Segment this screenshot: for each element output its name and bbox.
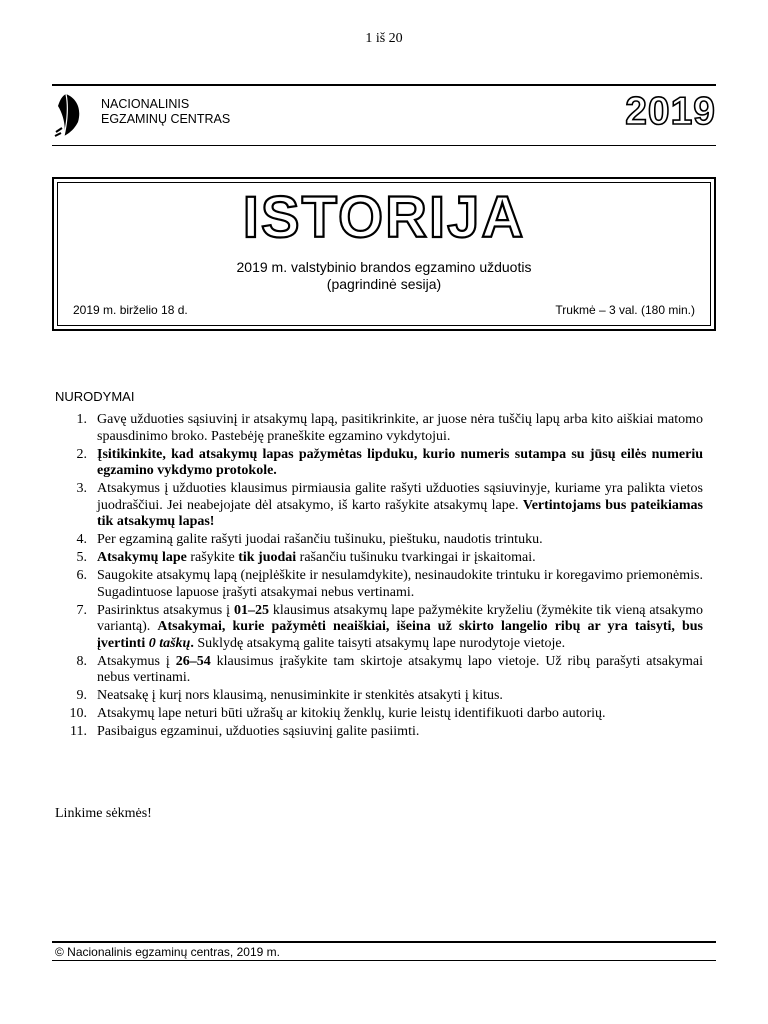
exam-duration: Trukmė – 3 val. (180 min.) bbox=[555, 303, 695, 317]
instruction-number: 4. bbox=[76, 532, 87, 547]
instruction-bold-text bbox=[149, 636, 191, 651]
instruction-number: 9. bbox=[76, 688, 87, 703]
instruction-text: Per egzaminą galite rašyti juodai rašančiu tušinuku, pieštuku, naudotis trintuku. bbox=[97, 532, 543, 547]
instruction-item bbox=[55, 568, 703, 601]
instruction-bold-text: . bbox=[190, 635, 194, 651]
org-line2: EGZAMINŲ CENTRAS bbox=[101, 112, 231, 126]
instruction-number: 2. bbox=[76, 446, 87, 462]
instruction-item bbox=[55, 688, 703, 705]
instructions-list bbox=[55, 412, 703, 742]
instructions-heading: NURODYMAI bbox=[55, 389, 135, 404]
instruction-number: 5. bbox=[76, 550, 87, 565]
organization-name bbox=[101, 97, 230, 127]
instruction-bold-text: Įsitikinkite, kad atsakymų lapas pažymėtas lipduku, kurio numeris sutampa su jūsų eilės numeriu egzamino vykdymo protokole. bbox=[97, 446, 703, 478]
instruction-bold-text: Atsakymų lape bbox=[97, 550, 187, 565]
instruction-bold-text: tik juodai bbox=[238, 550, 297, 565]
instruction-bold-text: Atsakymai, kurie pažymėti neaiškiai, išeina už skirto langelio ribų ar yra taisyti, bus įvertinti bbox=[97, 619, 703, 651]
instruction-item bbox=[55, 481, 703, 531]
instruction-item bbox=[55, 724, 703, 741]
instruction-text: klausimus įrašykite tam skirtoje atsakymų lapo vietoje. Už ribų parašyti atsakymai nebus vertinami. bbox=[97, 653, 704, 685]
instruction-text: Suklydę atsakymą galite taisyti atsakymų lape nurodytoje vietoje. bbox=[193, 635, 566, 651]
instruction-text: rašančiu tušinuku tvarkingai ir įskaitomai. bbox=[296, 550, 536, 565]
instruction-text: Gavę užduoties sąsiuvinį ir atsakymų lapą, pasitikrinkite, ar juose nėra tuščių lapų arba kito aiškiai matomo spausdinimo broko. Pastebėję praneškite egzamino vykdytojui. bbox=[97, 412, 703, 444]
instruction-item bbox=[55, 532, 703, 549]
instruction-item bbox=[55, 654, 703, 687]
feather-logo-icon bbox=[52, 92, 92, 138]
instruction-text: rašykite bbox=[186, 550, 239, 565]
instruction-item bbox=[55, 412, 703, 445]
header-bottom-rule bbox=[52, 145, 716, 146]
instruction-number: 10. bbox=[69, 706, 87, 721]
instruction-number: 11. bbox=[70, 724, 87, 739]
instruction-bold-text: Vertintojams bus pateikiamas tik atsakymų lapas! bbox=[97, 497, 704, 529]
exam-subtitle: 2019 m. valstybinio brandos egzamino užduotis bbox=[236, 259, 532, 275]
header-top-rule bbox=[52, 84, 716, 86]
exam-date: 2019 m. birželio 18 d. bbox=[73, 303, 188, 317]
instruction-item bbox=[55, 603, 703, 653]
instruction-item bbox=[55, 447, 703, 480]
instruction-bold-text: 01–25 bbox=[233, 602, 269, 618]
exam-year: 2019 bbox=[625, 90, 716, 133]
instruction-text: Atsakymus į bbox=[97, 653, 176, 669]
org-line1: NACIONALINIS bbox=[101, 97, 190, 111]
footer-copyright: © Nacionalinis egzaminų centras, 2019 m. bbox=[55, 945, 280, 959]
page-number: 1 iš 20 bbox=[365, 31, 403, 46]
instruction-text: Pasirinktus atsakymus į bbox=[97, 602, 234, 618]
footer-top-rule bbox=[52, 941, 716, 943]
instruction-bold-text: 26–54 bbox=[175, 653, 211, 669]
instruction-number: 3. bbox=[76, 481, 87, 496]
closing-wish: Linkime sėkmės! bbox=[55, 806, 152, 821]
instruction-number: 1. bbox=[76, 412, 87, 427]
footer-bottom-rule bbox=[52, 960, 716, 961]
instruction-number: 8. bbox=[76, 653, 87, 669]
instruction-text: klausimus atsakymų lape pažymėkite kryželiu (žymėkite tik vieną atsakymo variantą). bbox=[97, 602, 703, 634]
instruction-text: Saugokite atsakymų lapą (neįplėškite ir nesulamdykite), nesinaudokite trintuku ir koregavimo priemonėmis. Sugadintuose lapuose įrašyti atsakymai nebus vertinami. bbox=[97, 568, 703, 600]
instruction-item bbox=[55, 550, 703, 567]
subject-title: ISTORIJA bbox=[242, 185, 526, 250]
instruction-text: Atsakymus į užduoties klausimus pirmiausia galite rašyti užduoties sąsiuvinyje, kuriame yra palikta vietos juodraščiui. Jei neabejojate dėl atsakymo, iš karto rašykite atsakymų lape. bbox=[97, 481, 703, 513]
instruction-number: 6. bbox=[76, 568, 87, 583]
instruction-emphasis: 0 taškų bbox=[148, 635, 191, 651]
exam-session: (pagrindinė sesija) bbox=[326, 276, 442, 292]
instruction-number: 7. bbox=[76, 602, 87, 618]
instruction-text: Pasibaigus egzaminui, užduoties sąsiuvinį galite pasiimti. bbox=[97, 724, 420, 739]
title-box bbox=[52, 177, 716, 331]
instruction-item bbox=[55, 706, 703, 723]
instruction-text: Neatsakę į kurį nors klausimą, nenusiminkite ir stenkitės atsakyti į kitus. bbox=[97, 688, 503, 703]
instruction-text: Atsakymų lape neturi būti užrašų ar kitokių ženklų, kurie leistų identifikuoti darbo autorių. bbox=[97, 706, 606, 721]
